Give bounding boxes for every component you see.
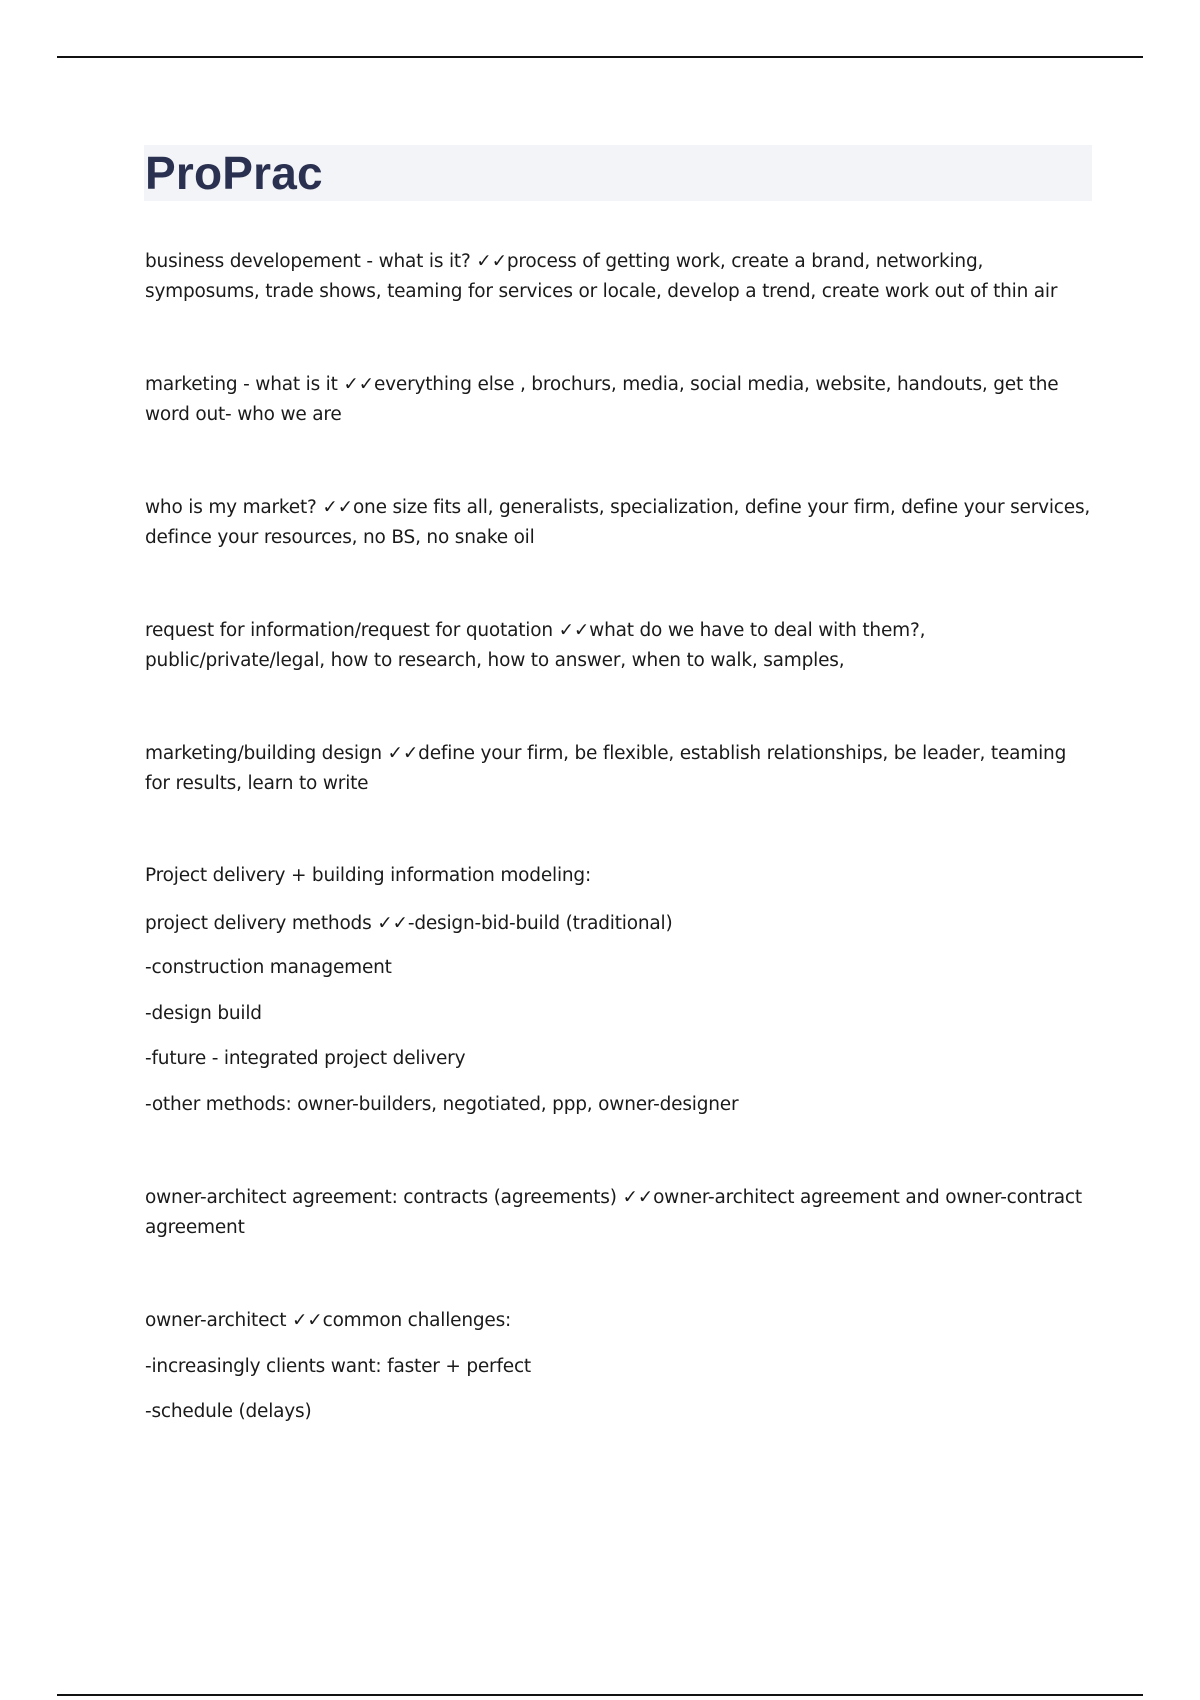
answer-text: one size fits all, generalists, specialization, define your firm, define your services, defince your resources, no BS, no snake oil xyxy=(145,497,1091,548)
question-text: marketing/building design xyxy=(145,743,382,764)
question-text: marketing - what is it xyxy=(145,374,338,395)
question-text: project delivery methods xyxy=(145,913,372,934)
qa-entry xyxy=(145,370,1095,430)
document-title: ProPrac xyxy=(145,147,323,199)
double-check-icon: ✓✓ xyxy=(322,497,353,518)
answer-text: common challenges: xyxy=(322,1310,512,1331)
qa-entry xyxy=(145,1183,1095,1243)
qa-entry xyxy=(145,247,1095,307)
double-check-icon: ✓✓ xyxy=(387,743,419,764)
double-check-icon: ✓✓ xyxy=(291,1310,323,1331)
qa-entry xyxy=(145,909,1095,939)
list-item: -design build xyxy=(145,1003,262,1024)
double-check-icon: ✓✓ xyxy=(377,913,408,934)
list-item: -future - integrated project delivery xyxy=(145,1048,466,1069)
answer-text: what do we have to deal with them?, public/private/legal, how to research, how to answer, when to walk, samples, xyxy=(145,620,926,671)
section-heading: Project delivery + building information modeling: xyxy=(145,865,592,886)
list-item: -construction management xyxy=(145,957,392,978)
answer-text: define your firm, be flexible, establish relationships, be leader, teaming for results, learn to write xyxy=(145,743,1067,794)
double-check-icon: ✓✓ xyxy=(622,1187,654,1208)
answer-text: everything else , brochurs, media, social media, website, handouts, get the word out- who we are xyxy=(145,374,1059,425)
qa-entry xyxy=(145,493,1095,553)
list-item: -other methods: owner-builders, negotiated, ppp, owner-designer xyxy=(145,1094,739,1115)
double-check-icon: ✓✓ xyxy=(476,251,507,272)
question-text: who is my market? xyxy=(145,497,317,518)
double-check-icon: ✓✓ xyxy=(343,374,374,395)
list-item: -schedule (delays) xyxy=(145,1401,312,1422)
question-text: owner-architect xyxy=(145,1310,287,1331)
double-check-icon: ✓✓ xyxy=(558,620,590,641)
question-text: request for information/request for quotation xyxy=(145,620,553,641)
answer-text: process of getting work, create a brand, networking, symposums, trade shows, teaming for services or locale, develop a trend, create work out of thin air xyxy=(145,251,1058,302)
question-text: owner-architect agreement: contracts (agreements) xyxy=(145,1187,617,1208)
qa-entry xyxy=(145,739,1095,799)
top-rule xyxy=(57,56,1143,58)
list-item: -increasingly clients want: faster + perfect xyxy=(145,1356,531,1377)
qa-entry xyxy=(145,616,1095,676)
qa-entry xyxy=(145,1306,1095,1336)
question-text: business developement - what is it? xyxy=(145,251,471,272)
answer-text: owner-architect agreement and owner-contract agreement xyxy=(145,1187,1082,1238)
bottom-rule xyxy=(57,1694,1143,1696)
answer-text: -design-bid-build (traditional) xyxy=(407,913,673,934)
